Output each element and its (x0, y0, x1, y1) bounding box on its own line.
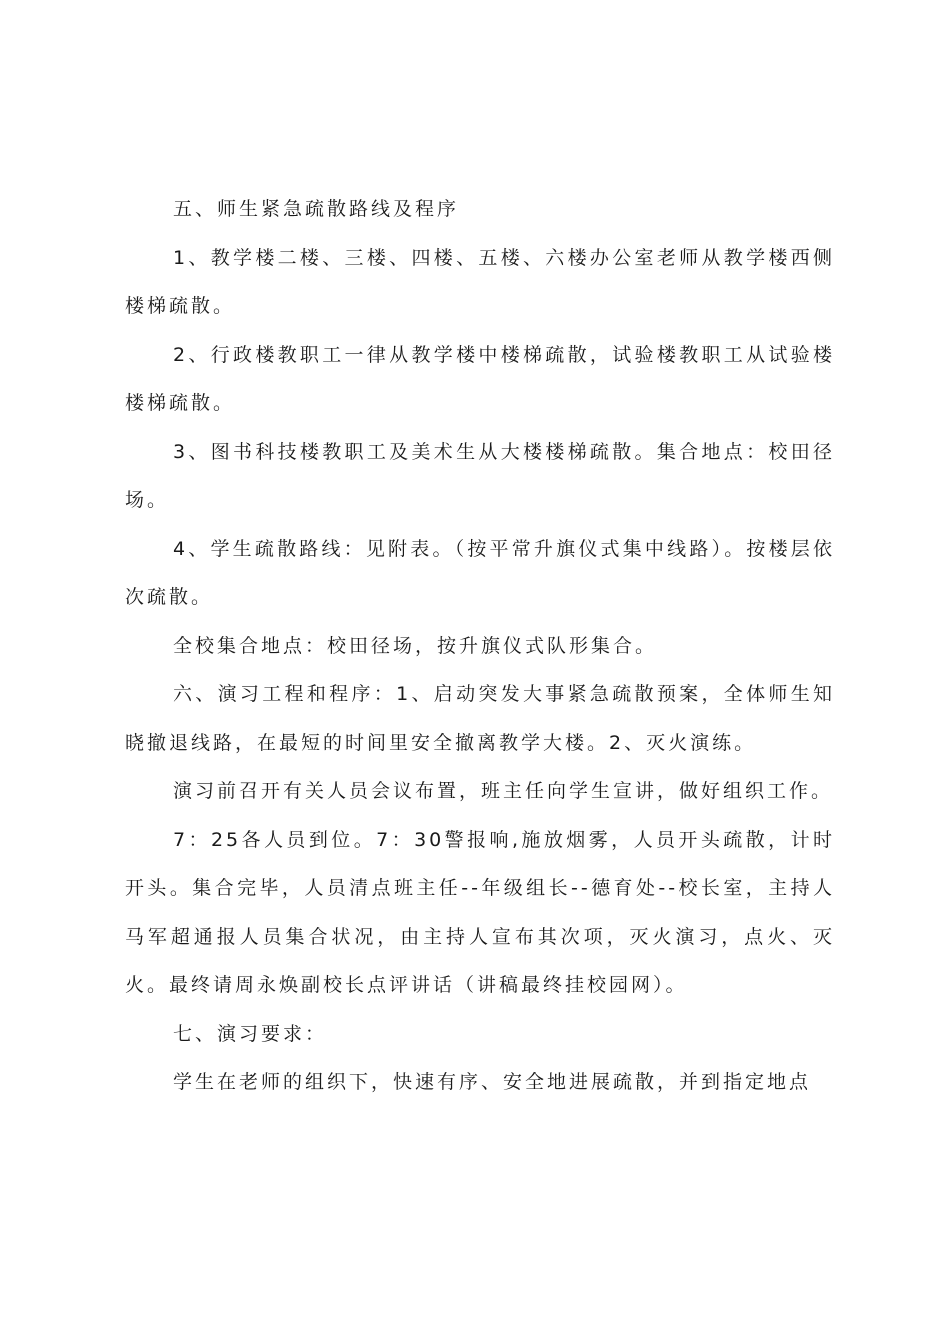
paragraph-item-3: 3、图书科技楼教职工及美术生从大楼楼梯疏散。集合地点：校田径场。 (125, 440, 835, 511)
document-body (125, 185, 835, 1107)
paragraph-item-4: 4、学生疏散路线：见附表。（按平常升旗仪式集中线路）。按楼层依次疏散。 (125, 537, 835, 608)
section-heading-seven: 七、演习要求： (173, 1022, 328, 1045)
section-heading-six: 六、演习工程和程序：1、启动突发大事紧急疏散预案，全体师生知晓撤退线路，在最短的时间里安全撤离教学大楼。2、灭火演练。 (125, 683, 835, 754)
paragraph-assembly-point: 全校集合地点：校田径场，按升旗仪式队形集合。 (173, 634, 658, 657)
paragraph-item-1: 1、教学楼二楼、三楼、四楼、五楼、六楼办公室老师从教学楼西侧楼梯疏散。 (125, 246, 835, 317)
paragraph-preparation: 演习前召开有关人员会议布置，班主任向学生宣讲，做好组织工作。 (173, 780, 834, 802)
paragraph-schedule: 7：25各人员到位。7：30警报响,施放烟雾，人员开头疏散，计时开头。集合完毕，人员清点班主任--年级组长--德育处--校长室，主持人马军超通报人员集合状况，由主持人宣布其次项，灭火演习，点火、灭火。最终请周永焕副校长点评讲话（讲稿最终挂校园网）。 (125, 828, 835, 996)
paragraph-requirements: 学生在老师的组织下，快速有序、安全地进展疏散，并到指定地点 (173, 1071, 812, 1093)
paragraph-item-2: 2、行政楼教职工一律从教学楼中楼梯疏散，试验楼教职工从试验楼楼梯疏散。 (125, 343, 835, 414)
section-heading-five: 五、师生紧急疏散路线及程序 (173, 198, 460, 220)
